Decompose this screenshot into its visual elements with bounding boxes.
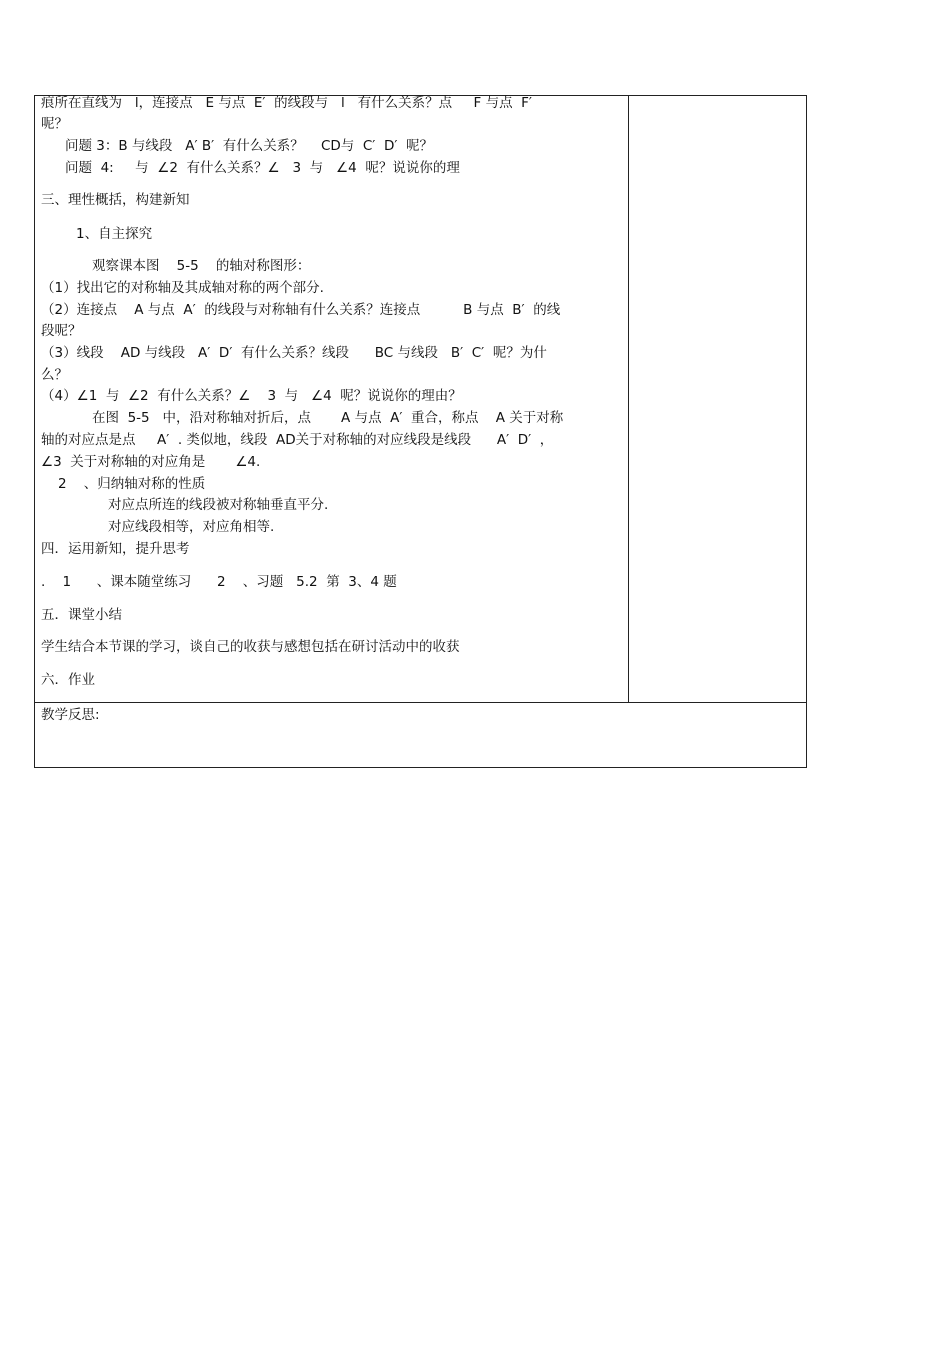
column-divider	[628, 95, 629, 702]
text-line: . 1 、课本随堂练习 2 、习题 5.2 第 3、4 题	[41, 574, 397, 590]
text-line: 呢？	[41, 116, 68, 132]
text-line: 问题 4: 与 ∠2 有什么关系？∠ 3 与 ∠4 呢？说说你的理	[65, 160, 460, 176]
text-line: ∠3 关于对称轴的对应角是 ∠4.	[41, 454, 261, 470]
text-line: 观察课本图 5-5 的轴对称图形：	[92, 258, 311, 274]
section-heading: 四．运用新知，提升思考	[41, 541, 190, 557]
section-heading: 五．课堂小结	[41, 607, 122, 623]
text-line: （2）连接点 A 与点 A′ 的线段与对称轴有什么关系？连接点 B 与点 B′ 的线	[41, 302, 561, 318]
section-heading: 六．作业	[41, 672, 95, 688]
section-heading: 三、理性概括，构建新知	[41, 192, 190, 208]
text-line: 学生结合本节课的学习，谈自己的收获与感想包括在研讨活动中的收获	[41, 639, 460, 655]
subsection-heading: 1、自主探究	[76, 226, 153, 242]
text-line: 在图 5-5 中，沿对称轴对折后，点 A 与点 A′ 重合，称点 A 关于对称	[92, 410, 564, 426]
text-line: 对应线段相等，对应角相等.	[108, 519, 275, 535]
text-line: （4）∠1 与 ∠2 有什么关系？∠ 3 与 ∠4 呢？说说你的理由？	[41, 388, 462, 404]
text-line: 么？	[41, 367, 68, 383]
text-line: 痕所在直线为 l，连接点 E 与点 E′ 的线段与 l 有什么关系？点 F 与点 F′	[41, 95, 533, 111]
text-line: 问题 3：B 与线段 A′ B′ 有什么关系？ CD与 C′ D′ 呢？	[65, 138, 433, 154]
text-line: 段呢？	[41, 323, 82, 339]
text-line: 轴的对应点是点 A′ . 类似地，线段 AD关于对称轴的对应线段是线段 A′ D′ ，	[41, 432, 554, 448]
subsection-heading: 2 、归纳轴对称的性质	[58, 476, 206, 492]
text-line: （1）找出它的对称轴及其成轴对称的两个部分.	[41, 280, 324, 296]
row-divider	[34, 702, 807, 703]
text-line: 对应点所连的线段被对称轴垂直平分.	[108, 497, 329, 513]
text-line: （3）线段 AD 与线段 A′ D′ 有什么关系？线段 BC 与线段 B′ C′ 呢？为什	[41, 345, 547, 361]
teaching-reflection-label: 教学反思:	[41, 707, 100, 723]
